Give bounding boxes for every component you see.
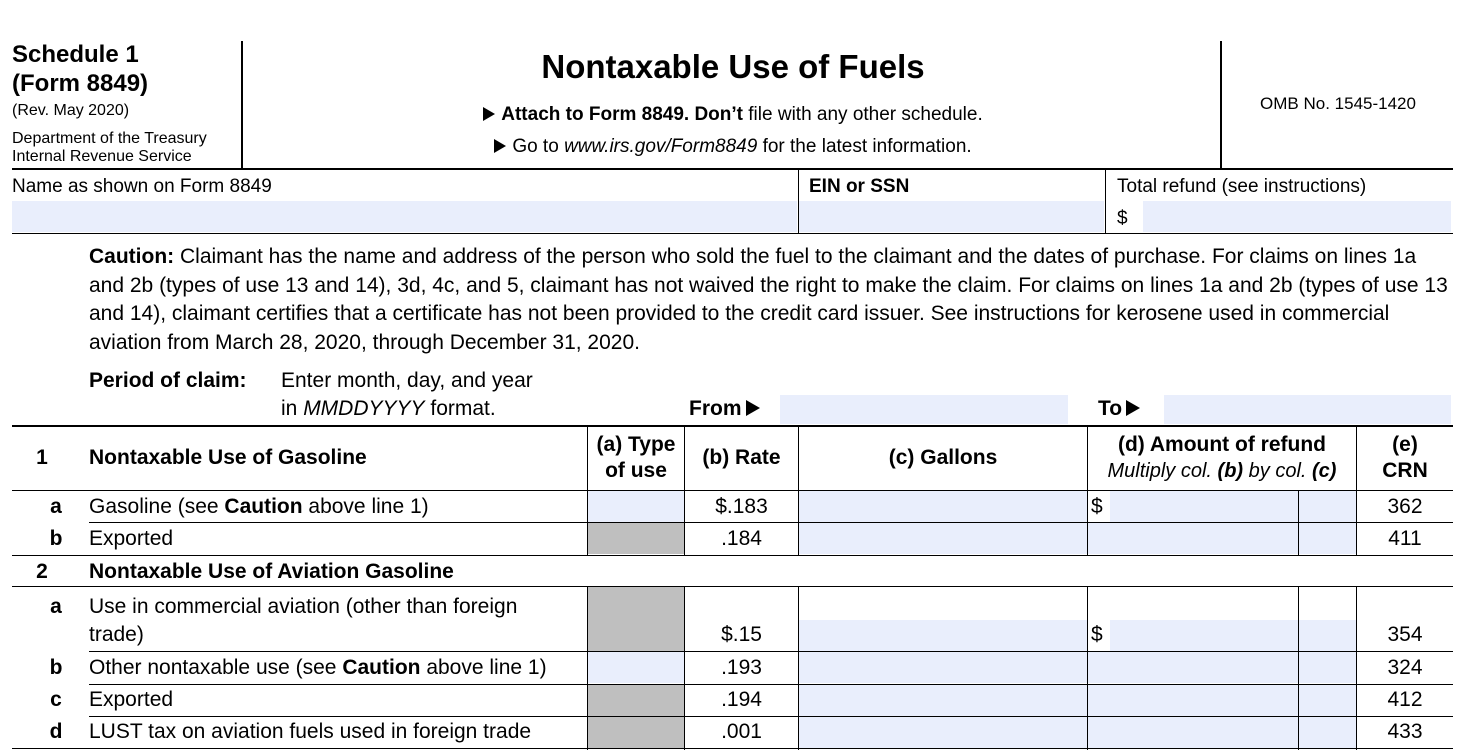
schedule-line2: (Form 8849) (12, 70, 149, 97)
row-2b-desc-post: above line 1) (420, 656, 547, 679)
row-1a-crn: 362 (1387, 495, 1423, 518)
row-1b-refund-field[interactable] (1088, 523, 1298, 554)
col-d-c: (c) (1312, 460, 1337, 482)
period-line2-suffix: format. (424, 397, 496, 420)
from-label-text: From (689, 397, 742, 420)
row-2b-gallons-field[interactable] (799, 652, 1087, 683)
row-2c-crn: 412 (1387, 688, 1423, 711)
row-2a-crn: 354 (1387, 623, 1423, 646)
col-a-header (588, 432, 684, 484)
from-label (689, 398, 760, 420)
row-2b-crn: 324 (1387, 656, 1423, 679)
row-1a-rate: $.183 (715, 495, 768, 518)
goto-instruction (243, 136, 1223, 158)
col-d-line1: (d) Amount of refund (1117, 433, 1326, 456)
row-2a-dollar-sign: $ (1091, 623, 1103, 646)
col-d-header (1088, 432, 1356, 484)
omb-number: OMB No. 1545-1420 (1260, 94, 1416, 113)
row-2d-rate: .001 (721, 720, 762, 743)
row-1b-crn: 411 (1388, 527, 1422, 550)
attach-instruction (243, 104, 1223, 126)
row-2d-refund-cents-field[interactable] (1299, 717, 1356, 748)
row-1a-desc-pre: Gasoline (see (89, 495, 225, 518)
row-2a-desc-line1: Use in commercial aviation (other than foreign (89, 595, 518, 618)
row-1b-description: Exported (89, 527, 174, 550)
caution-text: Claimant has the name and address of the person who sold the fuel to the claimant and the dates of purchase. For claims on lines 1a and 2b (types of use 13 and 14), 3d, 4c, and 5, claimant has not waived the right to make the claim. For claims on lines 1a and 2b (types of use 13 and 14), claimant certifies that a certificate has not been provided to the credit card issuer. See instructions for kerosene used in commercial aviation from March 28, 2020, through December 31, 2020. (89, 245, 1448, 354)
section2-title: Nontaxable Use of Aviation Gasoline (89, 560, 454, 583)
triangle-arrow-icon (483, 107, 495, 121)
col-d-by: by col. (1243, 460, 1313, 482)
section2-header-rule (12, 586, 1453, 587)
row-2c-type-of-use-shaded (588, 685, 684, 716)
col-d-mult: Multiply col. (1107, 460, 1218, 482)
row-1b-type-of-use-shaded (588, 523, 684, 554)
row-2a-rate: $.15 (721, 623, 762, 646)
triangle-arrow-icon (1126, 400, 1140, 416)
row-1a-type-of-use-field[interactable] (588, 491, 684, 522)
row-1a-refund-cents-field[interactable] (1299, 491, 1356, 522)
attach-bold: Attach to Form 8849. Don’t (501, 104, 743, 125)
col-e-line1: (e) (1392, 433, 1418, 456)
period-format: MMDDYYYY (303, 397, 425, 420)
caution-paragraph (89, 243, 1449, 357)
row-2c-description: Exported (89, 688, 174, 711)
row-2d-bottom-rule (12, 748, 1453, 749)
row-2d-gallons-field[interactable] (799, 717, 1087, 748)
department-line1: Department of the Treasury (12, 130, 207, 147)
row-2b-refund-field[interactable] (1088, 652, 1298, 683)
revision-date: (Rev. May 2020) (12, 102, 130, 119)
attach-rest: file with any other schedule. (743, 104, 983, 125)
row-2b-type-of-use-field[interactable] (588, 652, 684, 683)
row-2d-type-of-use-shaded (588, 717, 684, 748)
caution-label: Caution: (89, 245, 175, 268)
period-label: Period of claim: (89, 369, 247, 392)
schedule-id (12, 40, 148, 98)
row-2d-crn: 433 (1387, 720, 1423, 743)
name-field[interactable] (12, 201, 797, 232)
triangle-arrow-icon (746, 400, 760, 416)
period-line2 (281, 398, 496, 420)
row-2c-refund-cents-field[interactable] (1299, 685, 1356, 716)
refund-label: Total refund (see instructions) (1117, 176, 1367, 197)
table-top-rule (12, 425, 1453, 427)
from-date-field[interactable] (780, 395, 1068, 424)
col-a-line2: of use (605, 459, 667, 482)
name-label: Name as shown on Form 8849 (12, 176, 272, 197)
row-1b-letter: b (49, 527, 63, 550)
row-2b-rate: .193 (721, 656, 762, 679)
row-1a-description (89, 495, 429, 519)
row-1a-desc-post: above line 1) (302, 495, 429, 518)
col-e-header (1357, 432, 1453, 484)
row-1b-gallons-field[interactable] (799, 523, 1087, 554)
row-2b-letter: b (49, 656, 63, 679)
row-1a-refund-field[interactable] (1110, 491, 1298, 522)
row-2d-description: LUST tax on aviation fuels used in foreign trade (89, 720, 532, 743)
department-line2: Internal Revenue Service (12, 148, 192, 165)
row-2a-desc-line2: trade) (89, 623, 144, 646)
row-2c-refund-field[interactable] (1088, 685, 1298, 716)
row-2c-rate: .194 (721, 688, 762, 711)
col-b-header: (b) Rate (702, 446, 781, 469)
irs-url[interactable]: www.irs.gov/Form8849 (564, 136, 758, 157)
row-1b-rate: .184 (721, 527, 762, 550)
section1-title: Nontaxable Use of Gasoline (89, 446, 367, 469)
row-2a-type-of-use-shaded (588, 587, 684, 651)
schedule-line1: Schedule 1 (12, 41, 139, 68)
to-date-field[interactable] (1164, 395, 1451, 424)
triangle-arrow-icon (494, 139, 506, 153)
row-2d-refund-field[interactable] (1088, 717, 1298, 748)
goto-prefix: Go to (512, 136, 565, 157)
row-2b-refund-cents-field[interactable] (1299, 652, 1356, 683)
ein-field[interactable] (799, 201, 1104, 232)
col-d-b: (b) (1217, 460, 1244, 482)
period-line2-prefix: in (281, 397, 304, 420)
section1-number: 1 (36, 446, 48, 469)
row-1a-letter: a (50, 495, 62, 518)
row-2d-letter: d (49, 720, 63, 743)
form-title: Nontaxable Use of Fuels (541, 48, 925, 85)
total-refund-field[interactable] (1143, 201, 1451, 232)
goto-suffix: for the latest information. (757, 136, 972, 157)
col-a-line1: (a) Type (596, 433, 676, 456)
row-1b-refund-cents-field[interactable] (1299, 523, 1356, 554)
section2-number: 2 (36, 560, 48, 583)
section1-bottom-rule (12, 555, 1453, 556)
col-c-header: (c) Gallons (888, 446, 998, 469)
period-line1: Enter month, day, and year (281, 369, 533, 392)
ein-refund-divider (1105, 170, 1106, 234)
to-label (1098, 398, 1140, 420)
row-2c-letter: c (50, 688, 62, 711)
col-d-line2 (1088, 458, 1356, 484)
top-fields-bottom-rule (12, 233, 1453, 234)
row-1a-desc-bold: Caution (224, 495, 303, 518)
row-2a-refund-cents-field[interactable] (1299, 620, 1356, 651)
row-1a-gallons-field[interactable] (799, 491, 1087, 522)
header-bottom-rule (12, 168, 1453, 170)
row-1a-dollar-sign: $ (1091, 495, 1103, 518)
ein-label: EIN or SSN (809, 176, 910, 197)
row-2b-desc-bold: Caution (342, 656, 421, 679)
col-e-line2: CRN (1382, 459, 1428, 482)
row-2b-description (89, 656, 547, 680)
row-2c-gallons-field[interactable] (799, 685, 1087, 716)
row-2b-desc-pre: Other nontaxable use (see (89, 656, 343, 679)
to-label-text: To (1098, 397, 1123, 420)
row-2a-letter: a (50, 595, 62, 618)
row-2a-gallons-field[interactable] (799, 620, 1087, 651)
row-2a-refund-field[interactable] (1110, 620, 1298, 651)
refund-dollar-sign: $ (1117, 208, 1128, 229)
